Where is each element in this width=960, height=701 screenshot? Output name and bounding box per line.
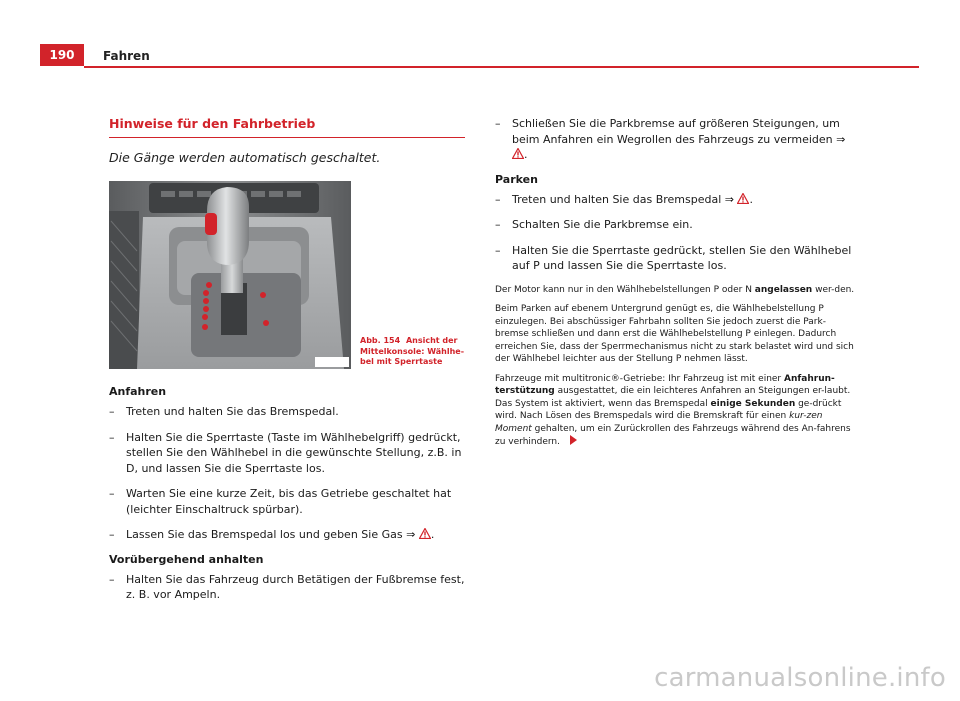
anfahren-heading: Anfahren: [109, 385, 167, 398]
page-number: 190: [40, 44, 84, 66]
paragraph-parken: Beim Parken auf ebenem Untergrund genügt es, die Wählhebelstellung P einzulegen. Bei abschüssiger Fahrbahn sollten Sie jedoch zuerst die Park-bremse schließen und dann erst die Wählhebelstellung P einlegen. Dadurch erreichen Sie, dass der Sperrmechanismus nicht zu stark belastet wird und sich der Wählhebel leichter aus der Stellung P nehmen lässt.: [495, 304, 854, 364]
watermark: carmanualsonline.info: [654, 663, 946, 693]
list-item: – Lassen Sie das Bremspedal los und geben Sie Gas ⇒ .: [109, 528, 435, 541]
warning-icon[interactable]: [512, 148, 524, 159]
list-item: – Schalten Sie die Parkbremse ein.: [495, 218, 693, 231]
parken-heading: Parken: [495, 172, 538, 186]
figure-block: [109, 181, 465, 371]
list-item: – Halten Sie die Sperrtaste (Taste im Wählhebelgriff) gedrückt, stellen Sie den Wählhebel in die gewünschte Stellung, z.B. in D, und lassen Sie die Sperrtaste los.: [109, 430, 462, 475]
paragraph-multitronic: Fahrzeuge mit multitronic®-Getriebe: Ihr Fahrzeug ist mit einer Anfahrun-terstützung ausgestattet, die ein leichteres Anfahren an Steigungen er-laubt. Das System ist aktiviert, wenn das Bremspedal einige Sekunden ge-drückt wird. Nach Lösen des Bremspedals wird die Bremskraft für einen kur-zen Moment gehalten, um ein Zurückrollen des Fahrzeugs während des An-fahrens zu verhindern.: [495, 373, 851, 447]
section-rule: [109, 137, 465, 138]
list-item: – Warten Sie eine kurze Zeit, bis das Getriebe geschaltet hat (leichter Einschaltruck spürbar).: [109, 487, 452, 516]
list-item: – Treten und halten Sie das Bremspedal.: [109, 405, 339, 418]
list-item: – Treten und halten Sie das Bremspedal ⇒ .: [495, 192, 753, 206]
gear-selector-photo: [109, 181, 351, 369]
continue-arrow-icon: [570, 435, 577, 445]
warning-icon[interactable]: [737, 193, 749, 204]
figure-caption-text: Ansicht der Mittelkonsole: Wählhe-bel mit Sperrtaste: [360, 336, 465, 366]
left-column: [109, 116, 465, 613]
anhalten-heading: Vorübergehend anhalten: [109, 552, 264, 566]
paragraph-motor: Der Motor kann nur in den Wählhebelstellungen P oder N angelassen wer-den.: [495, 284, 855, 295]
figure-number: Abb. 154: [360, 336, 401, 345]
list-item: – Schließen Sie die Parkbremse auf größeren Steigungen, um beim Anfahren ein Wegrollen des Fahrzeugs zu vermeiden ⇒ .: [495, 117, 846, 161]
right-column: [495, 116, 855, 456]
list-item: – Halten Sie das Fahrzeug durch Betätigen der Fußbremse fest, z. B. vor Ampeln.: [109, 572, 465, 601]
section-subtitle: Die Gänge werden automatisch geschaltet.: [109, 150, 381, 165]
header-rule: [84, 66, 919, 68]
section-title: Hinweise für den Fahrbetrieb: [109, 116, 316, 131]
figure-caption: [360, 336, 470, 368]
list-item: – Halten Sie die Sperrtaste gedrückt, stellen Sie den Wählhebel auf P und lassen Sie die Sperrtaste los.: [495, 243, 852, 272]
warning-icon[interactable]: [419, 528, 431, 539]
chapter-title: Fahren: [103, 49, 150, 63]
